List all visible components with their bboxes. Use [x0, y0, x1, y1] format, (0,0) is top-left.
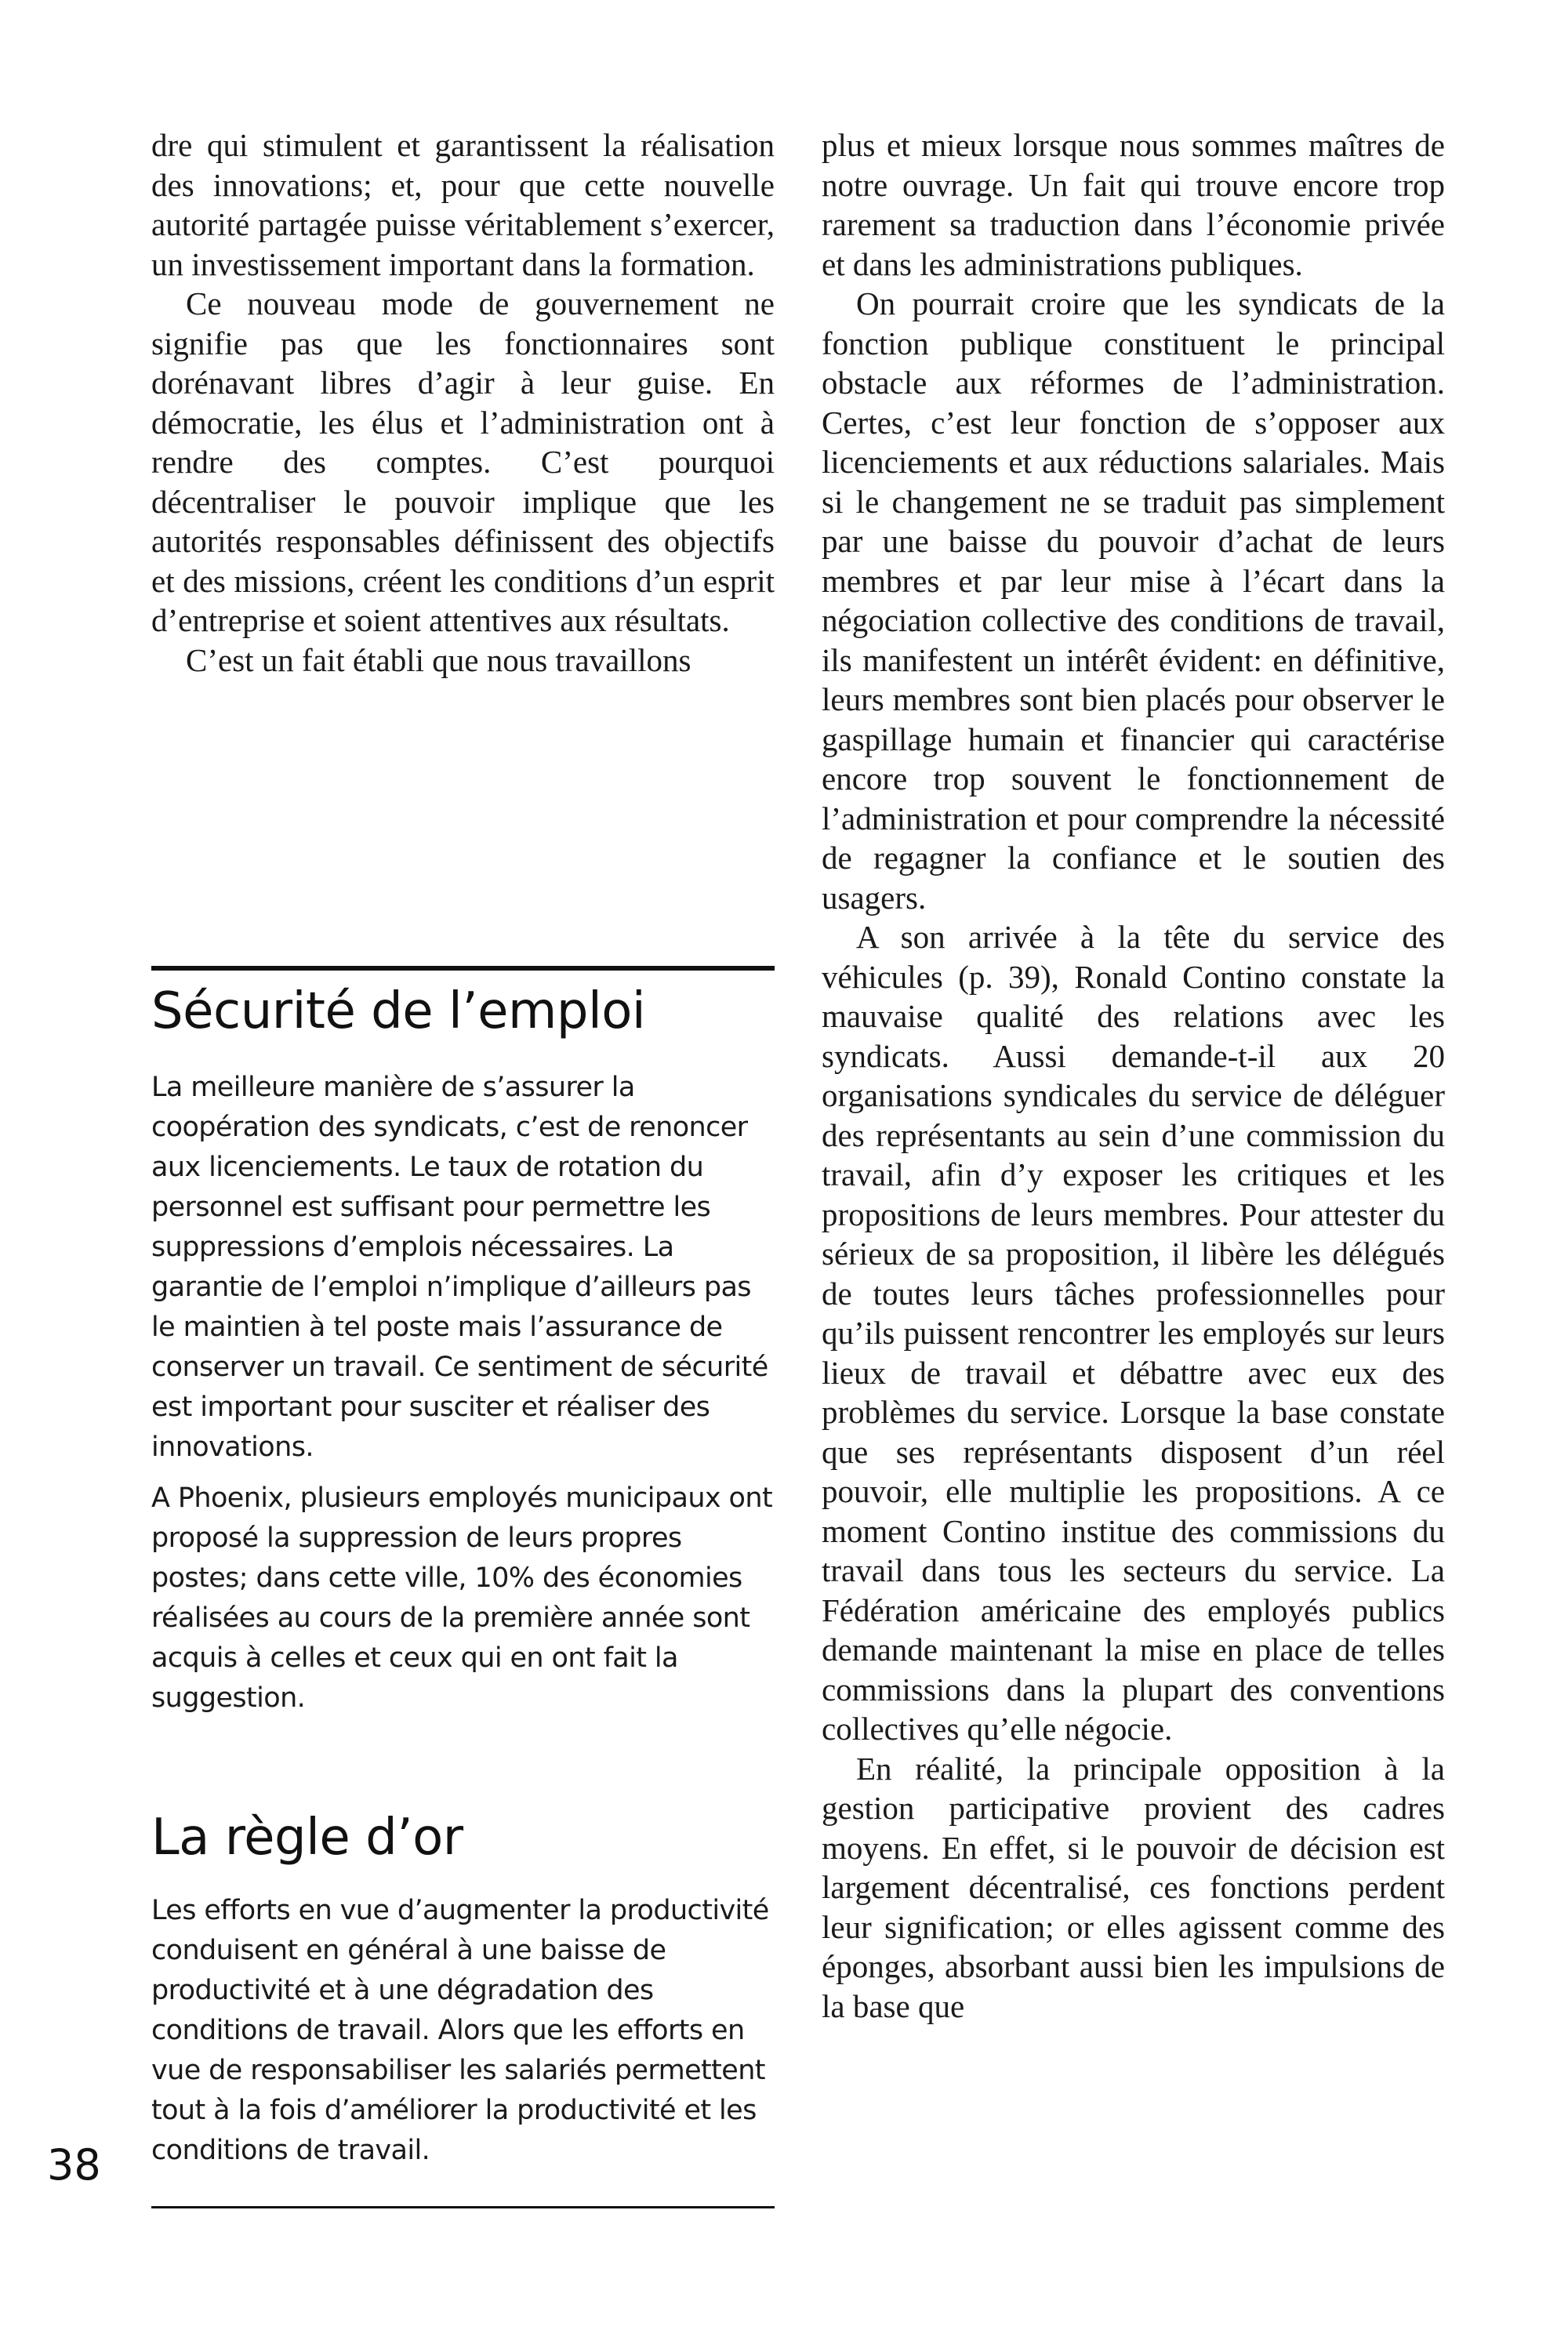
securite-paragraph-2: A Phoenix, plusieurs employés municipaux ont proposé la suppression de leurs propres postes; dans cette ville, 10% des économies réalisées au cours de la première année sont acquis à celles et ceux qui en ont fait la suggestion.	[151, 1482, 773, 1714]
sidebar-section-securite	[151, 1068, 775, 1718]
left-paragraph-2: Ce nouveau mode de gouvernement ne signifie pas que les fonctionnaires sont dorénavant libres d’agir à leur guise. En démocratie, les élus et l’administration ont à rendre des comptes. C’est pourquoi décentraliser le pouvoir implique que les autorités responsables définissent des objectifs et des missions, créent les conditions d’un esprit d’entreprise et soient attentives aux résultats.	[151, 285, 775, 638]
page-number: 38	[47, 2140, 101, 2190]
sidebar-heading-securite: Sécurité de l’emploi	[151, 982, 646, 1040]
right-paragraph-3: A son arrivée à la tête du service des véhicules (p. 39), Ronald Contino constate la mauvaise qualité des relations avec les syndicats. Aussi demande-t-il aux 20 organisations syndicales du service de déléguer des représentants au sein d’une commission du travail, afin d’y exposer les critiques et les propositions de leurs membres. Pour attester du sérieux de sa proposition, il libère les délégués de toutes leurs tâches professionnelles pour qu’ils puissent rencontrer les employés sur leurs lieux de travail et débattre avec eux des problèmes du service. Lorsque la base constate que ses représentants disposent d’un réel pouvoir, elle multiplie les propositions. A ce moment Contino institue des commissions du travail dans tous les secteurs du service. La Fédération américaine des employés publics demande maintenant la mise en place de telles commissions dans la plupart des conventions collectives qu’elle négocie.	[822, 919, 1445, 1747]
left-paragraph-1: dre qui stimulent et garantissent la réalisation des innovations; et, pour que cette nouvelle autorité partagée puisse véritablement s’exercer, un investissement important dans la formation.	[151, 127, 775, 282]
sidebar-top-rule	[151, 966, 775, 971]
sidebar-heading-regle: La règle d’or	[151, 1809, 463, 1867]
sidebar-section-regle	[151, 1891, 775, 2171]
right-paragraph-4: En réalité, la principale opposition à la gestion participative provient des cadres moyens. En effet, si le pouvoir de décision est largement décentralisé, ces fonctions perdent leur signification; or elles agissent comme des éponges, absorbant aussi bien les impulsions de la base que	[822, 1750, 1445, 2024]
right-paragraph-2: On pourrait croire que les syndicats de la fonction publique constituent le principal obstacle aux réformes de l’administration. Certes, c’est leur fonction de s’opposer aux licenciements et aux réductions salariales. Mais si le changement ne se traduit pas simplement par une baisse du pouvoir d’achat de leurs membres et par leur mise à l’écart dans la négociation collective des conditions de travail, ils manifestent un intérêt évident: en définitive, leurs membres sont bien placés pour observer le gaspillage humain et financier qui caractérise encore trop souvent le fonctionnement de l’administration et pour comprendre la nécessité de regagner la confiance et le soutien des usagers.	[822, 285, 1445, 916]
sidebar-bottom-rule	[151, 2206, 775, 2208]
right-text-column	[822, 125, 1445, 2026]
left-text-column	[151, 125, 775, 680]
regle-paragraph-1: Les efforts en vue d’augmenter la productivité conduisent en général à une baisse de productivité et à une dégradation des conditions de travail. Alors que les efforts en vue de responsabiliser les salariés permettent tout à la fois d’améliorer la productivité et les conditions de travail.	[151, 1895, 769, 2166]
right-paragraph-1: plus et mieux lorsque nous sommes maîtres de notre ouvrage. Un fait qui trouve encore trop rarement sa traduction dans l’économie privée et dans les administrations publiques.	[822, 127, 1445, 282]
left-paragraph-3: C’est un fait établi que nous travaillons	[186, 641, 691, 678]
securite-paragraph-1: La meilleure manière de s’assurer la coopération des syndicats, c’est de renoncer aux licenciements. Le taux de rotation du personnel est suffisant pour permettre les suppressions d’emplois nécessaires. La garantie de l’emploi n’implique d’ailleurs pas le maintien à tel poste mais l’assurance de conserver un travail. Ce sentiment de sécurité est important pour susciter et réaliser des innovations.	[151, 1072, 768, 1463]
